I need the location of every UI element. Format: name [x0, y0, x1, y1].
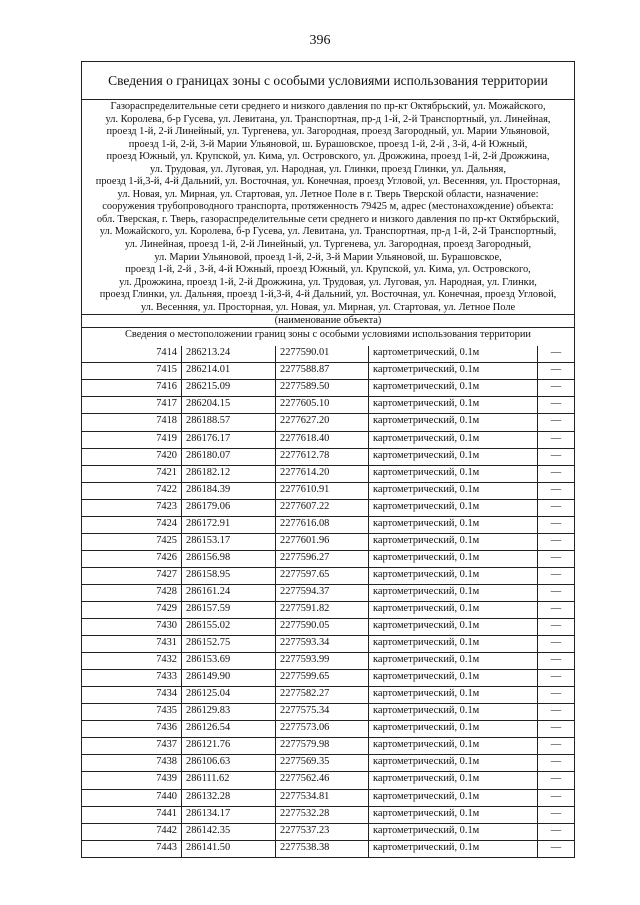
method-cell: картометрический, 0.1м — [369, 414, 538, 431]
method-cell: картометрический, 0.1м — [369, 704, 538, 721]
description-line: ул. Линейная, проезд 1-й, 2-й Линейный, ул. Тургенева, ул. Загородная, проезд Загородный, — [124, 239, 532, 251]
page-number: 396 — [309, 33, 331, 48]
method-cell: картометрический, 0.1м — [369, 431, 538, 448]
description-cell: — — [538, 636, 575, 653]
description-line: ул. Трудовая, ул. Луговая, ул. Народная, ул. Глинки, проезд Глинки, ул. Дальняя, — [150, 163, 506, 175]
point-number-cell: 7440 — [82, 789, 182, 806]
description-cell: — — [538, 567, 575, 584]
method-cell: картометрический, 0.1м — [369, 448, 538, 465]
y-coordinate-cell: 2277538.38 — [276, 840, 369, 857]
table-row — [82, 823, 574, 840]
x-coordinate-cell: 286129.83 — [182, 704, 276, 721]
y-coordinate-cell: 2277589.50 — [276, 380, 369, 397]
point-number-cell: 7414 — [82, 346, 182, 363]
y-coordinate-cell: 2277562.46 — [276, 772, 369, 789]
description-cell: — — [538, 346, 575, 363]
point-number-cell: 7424 — [82, 516, 182, 533]
y-coordinate-cell: 2277569.35 — [276, 755, 369, 772]
table-row — [82, 550, 574, 567]
x-coordinate-cell: 286180.07 — [182, 448, 276, 465]
description-cell: — — [538, 414, 575, 431]
method-cell: картометрический, 0.1м — [369, 738, 538, 755]
table-row — [82, 482, 574, 499]
x-coordinate-cell: 286204.15 — [182, 397, 276, 414]
table-row — [82, 755, 574, 772]
description-cell: — — [538, 482, 575, 499]
point-number-cell: 7438 — [82, 755, 182, 772]
description-cell: — — [538, 738, 575, 755]
table-row — [82, 431, 574, 448]
method-cell: картометрический, 0.1м — [369, 636, 538, 653]
x-coordinate-cell: 286153.69 — [182, 653, 276, 670]
description-cell: — — [538, 363, 575, 380]
x-coordinate-cell: 286161.24 — [182, 584, 276, 601]
table-row — [82, 721, 574, 738]
x-coordinate-cell: 286188.57 — [182, 414, 276, 431]
x-coordinate-cell: 286132.28 — [182, 789, 276, 806]
point-number-cell: 7431 — [82, 636, 182, 653]
description-cell: — — [538, 670, 575, 687]
x-coordinate-cell: 286158.95 — [182, 567, 276, 584]
object-description — [82, 100, 574, 314]
table-row — [82, 380, 574, 397]
table-row — [82, 806, 574, 823]
x-coordinate-cell: 286125.04 — [182, 687, 276, 704]
table-row — [82, 465, 574, 482]
coordinates-table — [82, 346, 574, 856]
method-cell: картометрический, 0.1м — [369, 380, 538, 397]
x-coordinate-cell: 286215.09 — [182, 380, 276, 397]
table-row — [82, 499, 574, 516]
description-cell: — — [538, 789, 575, 806]
description-cell: — — [538, 721, 575, 738]
description-line: проезд Южный, ул. Крупской, ул. Кима, ул. Островского, ул. Дрожжина, проезд 1-й, 2-й Дрожжина, — [106, 151, 550, 163]
table-row — [82, 789, 574, 806]
description-cell: — — [538, 823, 575, 840]
y-coordinate-cell: 2277601.96 — [276, 533, 369, 550]
description-line: ул. Новая, ул. Мирная, ул. Стартовая, ул. Летное Поле в г. Тверь Тверской области, назначение: — [117, 188, 539, 200]
table-row — [82, 687, 574, 704]
x-coordinate-cell: 286179.06 — [182, 499, 276, 516]
method-cell: картометрический, 0.1м — [369, 823, 538, 840]
point-number-cell: 7443 — [82, 840, 182, 857]
section-title: Сведения о местоположении границ зоны с особыми условиями использования территории — [82, 327, 574, 346]
document-frame — [81, 61, 575, 858]
point-number-cell: 7421 — [82, 465, 182, 482]
description-line: обл. Тверская, г. Тверь, газораспределительные сети среднего и низкого давления по пр-кт Октябрьский, — [96, 213, 560, 225]
description-cell: — — [538, 465, 575, 482]
point-number-cell: 7439 — [82, 772, 182, 789]
table-row — [82, 704, 574, 721]
table-row — [82, 516, 574, 533]
x-coordinate-cell: 286157.59 — [182, 602, 276, 619]
x-coordinate-cell: 286134.17 — [182, 806, 276, 823]
point-number-cell: 7428 — [82, 584, 182, 601]
y-coordinate-cell: 2277582.27 — [276, 687, 369, 704]
method-cell: картометрический, 0.1м — [369, 602, 538, 619]
description-cell: — — [538, 499, 575, 516]
description-line: проезд 1-й, 2-й Линейный, ул. Тургенева, ул. Загородная, проезд Загородный, ул. Марии Ульяновой, — [106, 126, 550, 138]
y-coordinate-cell: 2277593.99 — [276, 653, 369, 670]
y-coordinate-cell: 2277616.08 — [276, 516, 369, 533]
description-cell: — — [538, 619, 575, 636]
description-line: ул. Можайского, ул. Королева, б-р Гусева, ул. Левитана, ул. Транспортная, пр-д 1-й, 2-й Транспортный, — [99, 226, 557, 238]
point-number-cell: 7423 — [82, 499, 182, 516]
y-coordinate-cell: 2277590.05 — [276, 619, 369, 636]
table-row — [82, 602, 574, 619]
x-coordinate-cell: 286214.01 — [182, 363, 276, 380]
point-number-cell: 7432 — [82, 653, 182, 670]
point-number-cell: 7436 — [82, 721, 182, 738]
point-number-cell: 7437 — [82, 738, 182, 755]
description-line: проезд 1-й, 2-й, 3-й Марии Ульяновой, ш. Бурашовское, проезд 1-й, 2-й , 3-й, 4-й Южный, — [128, 138, 528, 150]
description-cell: — — [538, 755, 575, 772]
point-number-cell: 7427 — [82, 567, 182, 584]
y-coordinate-cell: 2277614.20 — [276, 465, 369, 482]
table-row — [82, 397, 574, 414]
point-number-cell: 7415 — [82, 363, 182, 380]
y-coordinate-cell: 2277532.28 — [276, 806, 369, 823]
table-row — [82, 670, 574, 687]
document-title: Сведения о границах зоны с особыми условиями использования территории — [82, 62, 574, 100]
y-coordinate-cell: 2277594.37 — [276, 584, 369, 601]
x-coordinate-cell: 286176.17 — [182, 431, 276, 448]
method-cell: картометрический, 0.1м — [369, 772, 538, 789]
table-row — [82, 346, 574, 363]
method-cell: картометрический, 0.1м — [369, 346, 538, 363]
description-cell: — — [538, 704, 575, 721]
description-cell: — — [538, 533, 575, 550]
description-line: ул. Дрожжина, проезд 1-й, 2-й Дрожжина, ул. Трудовая, ул. Луговая, ул. Народная, ул. Глинки, — [119, 276, 537, 288]
method-cell: картометрический, 0.1м — [369, 840, 538, 857]
table-row — [82, 363, 574, 380]
method-cell: картометрический, 0.1м — [369, 397, 538, 414]
method-cell: картометрический, 0.1м — [369, 363, 538, 380]
description-cell: — — [538, 840, 575, 857]
description-line: Газораспределительные сети среднего и низкого давления по пр-кт Октябрьский, ул. Можайского, — [110, 101, 546, 112]
x-coordinate-cell: 286121.76 — [182, 738, 276, 755]
description-line: ул. Марии Ульяновой, проезд 1-й, 2-й, 3-й Марии Ульяновой, ш. Бурашовское, — [154, 251, 502, 263]
y-coordinate-cell: 2277610.91 — [276, 482, 369, 499]
y-coordinate-cell: 2277534.81 — [276, 789, 369, 806]
x-coordinate-cell: 286149.90 — [182, 670, 276, 687]
x-coordinate-cell: 286106.63 — [182, 755, 276, 772]
point-number-cell: 7429 — [82, 602, 182, 619]
x-coordinate-cell: 286153.17 — [182, 533, 276, 550]
point-number-cell: 7435 — [82, 704, 182, 721]
point-number-cell: 7442 — [82, 823, 182, 840]
table-row — [82, 448, 574, 465]
method-cell: картометрический, 0.1м — [369, 789, 538, 806]
table-row — [82, 619, 574, 636]
y-coordinate-cell: 2277612.78 — [276, 448, 369, 465]
method-cell: картометрический, 0.1м — [369, 755, 538, 772]
y-coordinate-cell: 2277575.34 — [276, 704, 369, 721]
method-cell: картометрический, 0.1м — [369, 721, 538, 738]
description-cell: — — [538, 380, 575, 397]
y-coordinate-cell: 2277588.87 — [276, 363, 369, 380]
description-cell: — — [538, 397, 575, 414]
y-coordinate-cell: 2277579.98 — [276, 738, 369, 755]
description-line: проезд Глинки, ул. Дальняя, проезд 1-й,3-й, 4-й Дальний, ул. Восточная, ул. Конечная, проезд Угловой, — [99, 289, 557, 301]
x-coordinate-cell: 286156.98 — [182, 550, 276, 567]
y-coordinate-cell: 2277596.27 — [276, 550, 369, 567]
x-coordinate-cell: 286182.12 — [182, 465, 276, 482]
point-number-cell: 7434 — [82, 687, 182, 704]
description-line: сооружения трубопроводного транспорта, протяженность 79425 м, адрес (местонахождение) объекта: — [102, 201, 554, 213]
y-coordinate-cell: 2277537.23 — [276, 823, 369, 840]
y-coordinate-cell: 2277591.82 — [276, 602, 369, 619]
y-coordinate-cell: 2277573.06 — [276, 721, 369, 738]
y-coordinate-cell: 2277590.01 — [276, 346, 369, 363]
description-cell: — — [538, 772, 575, 789]
method-cell: картометрический, 0.1м — [369, 482, 538, 499]
table-row — [82, 414, 574, 431]
x-coordinate-cell: 286213.24 — [182, 346, 276, 363]
y-coordinate-cell: 2277597.65 — [276, 567, 369, 584]
table-row — [82, 636, 574, 653]
point-number-cell: 7430 — [82, 619, 182, 636]
table-row — [82, 584, 574, 601]
table-row — [82, 738, 574, 755]
description-cell: — — [538, 448, 575, 465]
y-coordinate-cell: 2277627.20 — [276, 414, 369, 431]
description-cell: — — [538, 584, 575, 601]
x-coordinate-cell: 286155.02 — [182, 619, 276, 636]
point-number-cell: 7426 — [82, 550, 182, 567]
point-number-cell: 7425 — [82, 533, 182, 550]
x-coordinate-cell: 286111.62 — [182, 772, 276, 789]
description-cell: — — [538, 602, 575, 619]
y-coordinate-cell: 2277593.34 — [276, 636, 369, 653]
method-cell: картометрический, 0.1м — [369, 584, 538, 601]
table-row — [82, 533, 574, 550]
method-cell: картометрический, 0.1м — [369, 687, 538, 704]
table-row — [82, 653, 574, 670]
y-coordinate-cell: 2277605.10 — [276, 397, 369, 414]
method-cell: картометрический, 0.1м — [369, 653, 538, 670]
x-coordinate-cell: 286142.35 — [182, 823, 276, 840]
method-cell: картометрический, 0.1м — [369, 550, 538, 567]
point-number-cell: 7419 — [82, 431, 182, 448]
x-coordinate-cell: 286126.54 — [182, 721, 276, 738]
point-number-cell: 7417 — [82, 397, 182, 414]
description-cell: — — [538, 653, 575, 670]
method-cell: картометрический, 0.1м — [369, 516, 538, 533]
description-line: проезд 1-й,3-й, 4-й Дальний, ул. Восточная, ул. Конечная, проезд Угловой, ул. Весенняя, ул. Просторная, — [95, 176, 561, 188]
method-cell: картометрический, 0.1м — [369, 533, 538, 550]
description-line: ул. Королева, б-р Гусева, ул. Левитана, ул. Транспортная, пр-д 1-й, 2-й Транспортный, ул. Линейная, — [105, 113, 551, 125]
point-number-cell: 7420 — [82, 448, 182, 465]
x-coordinate-cell: 286172.91 — [182, 516, 276, 533]
point-number-cell: 7418 — [82, 414, 182, 431]
description-line: проезд 1-й, 2-й , 3-й, 4-й Южный, проезд Южный, ул. Крупской, ул. Кима, ул. Островского, — [125, 264, 531, 276]
description-line: ул. Весенняя, ул. Просторная, ул. Новая, ул. Мирная, ул. Стартовая, ул. Летное Поле — [140, 301, 516, 313]
method-cell: картометрический, 0.1м — [369, 670, 538, 687]
x-coordinate-cell: 286152.75 — [182, 636, 276, 653]
point-number-cell: 7416 — [82, 380, 182, 397]
point-number-cell: 7422 — [82, 482, 182, 499]
method-cell: картометрический, 0.1м — [369, 619, 538, 636]
description-cell: — — [538, 516, 575, 533]
method-cell: картометрический, 0.1м — [369, 806, 538, 823]
x-coordinate-cell: 286141.50 — [182, 840, 276, 857]
point-number-cell: 7433 — [82, 670, 182, 687]
x-coordinate-cell: 286184.39 — [182, 482, 276, 499]
method-cell: картометрический, 0.1м — [369, 465, 538, 482]
description-cell: — — [538, 687, 575, 704]
point-number-cell: 7441 — [82, 806, 182, 823]
table-row — [82, 567, 574, 584]
y-coordinate-cell: 2277599.65 — [276, 670, 369, 687]
description-cell: — — [538, 431, 575, 448]
method-cell: картометрический, 0.1м — [369, 567, 538, 584]
table-row — [82, 772, 574, 789]
object-name-label: (наименование объекта) — [82, 314, 574, 327]
y-coordinate-cell: 2277618.40 — [276, 431, 369, 448]
description-cell: — — [538, 806, 575, 823]
method-cell: картометрический, 0.1м — [369, 499, 538, 516]
description-cell: — — [538, 550, 575, 567]
table-row — [82, 840, 574, 857]
y-coordinate-cell: 2277607.22 — [276, 499, 369, 516]
